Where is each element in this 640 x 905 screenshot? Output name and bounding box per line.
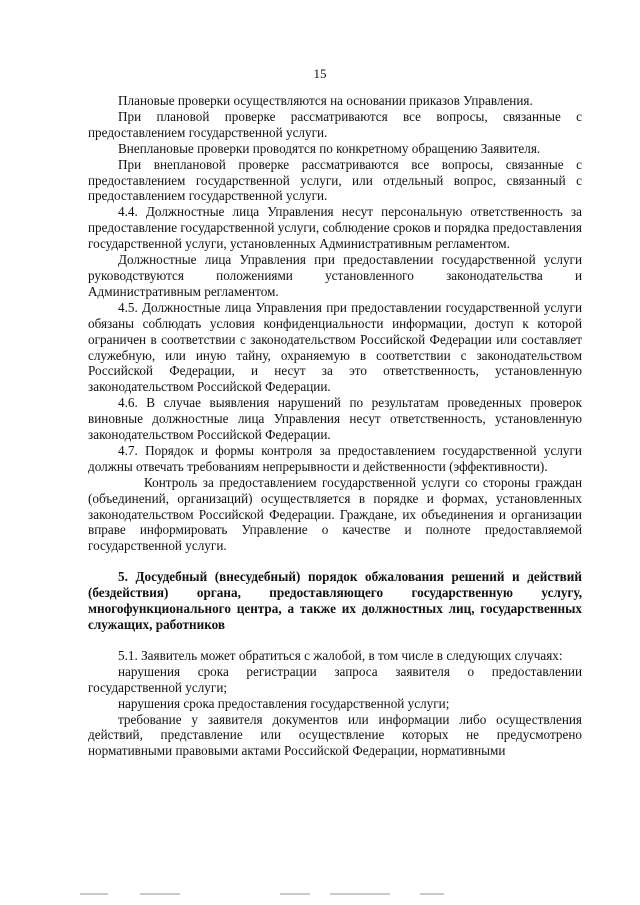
paragraph: При плановой проверке рассматриваются все вопросы, связанные с предоставлением государственной услуги. (88, 108, 582, 140)
section-number: 5. (118, 569, 128, 585)
paragraph: нарушения срока регистрации запроса заявителя о предоставлении государственной услуги; (88, 663, 582, 695)
paragraph: 4.7. Порядок и формы контроля за предоставлением государственной услуги должны отвечать требованиям непрерывности и действенности (эффективности). (88, 442, 582, 474)
paragraph: При внеплановой проверке рассматриваются все вопросы, связанные с предоставлением государственной услуги, или отдельный вопрос, связанный с предоставлением государственной услуги. (88, 156, 582, 204)
paragraph: 4.5. Должностные лица Управления при предоставлении государственной услуги обязаны соблюдать условия конфиденциальности информации, доступ к которой ограничен в соответствии с законодательством Российской Федерации или составляет служебную, или иную тайну, охраняемую в соответствии с законодательством Российской Федерации, и несут за это ответственность, установленную законодательством Российской Федерации. (88, 299, 582, 395)
paragraph: 5.1. Заявитель может обратиться с жалобой, в том числе в следующих случаях: (118, 647, 563, 663)
page-number: 15 (313, 66, 327, 81)
paragraph: требование у заявителя документов или информации либо осуществления действий, представление или осуществление которых не предусмотрено нормативными правовыми актами Российской Федерации, нормативными (88, 711, 582, 759)
paragraph: Должностные лица Управления при предоставлении государственной услуги руководствуются положениями установленного законодательства и Административным регламентом. (88, 252, 582, 299)
paragraph: Контроль за предоставлением государственной услуги со стороны граждан (объединений, организаций) осуществляется в порядке и формах, установленных законодательством Российской Федерации. Граждане, их объединения и организации вправе информировать Управление о качестве и полноте предоставляемой государственной услуги. (88, 474, 582, 554)
scan-artifacts (80, 893, 560, 899)
paragraph: Плановые проверки осуществляются на основании приказов Управления. (118, 93, 533, 108)
paragraph: 4.4. Должностные лица Управления несут персональную ответственность за предоставление государственной услуги, соблюдение сроков и порядка предоставления государственной услуги, установленных Административным регламентом. (88, 204, 582, 252)
section-title: Досудебный (внесудебный) порядок обжалования решений и действий (бездействия) органа, предоставляющего государственную услугу, многофункционального центра, а также их должностных лиц, государственных служащих, работников (88, 569, 582, 632)
paragraph: 4.6. В случае выявления нарушений по результатам проведенных проверок виновные должностные лица Управления несут ответственность, установленную законодательством Российской Федерации. (88, 395, 582, 443)
paragraph: Внеплановые проверки проводятся по конкретному обращению Заявителя. (118, 140, 541, 156)
document-body (88, 93, 582, 759)
section-heading (88, 569, 582, 633)
paragraph: нарушения срока предоставления государственной услуги; (118, 695, 450, 711)
